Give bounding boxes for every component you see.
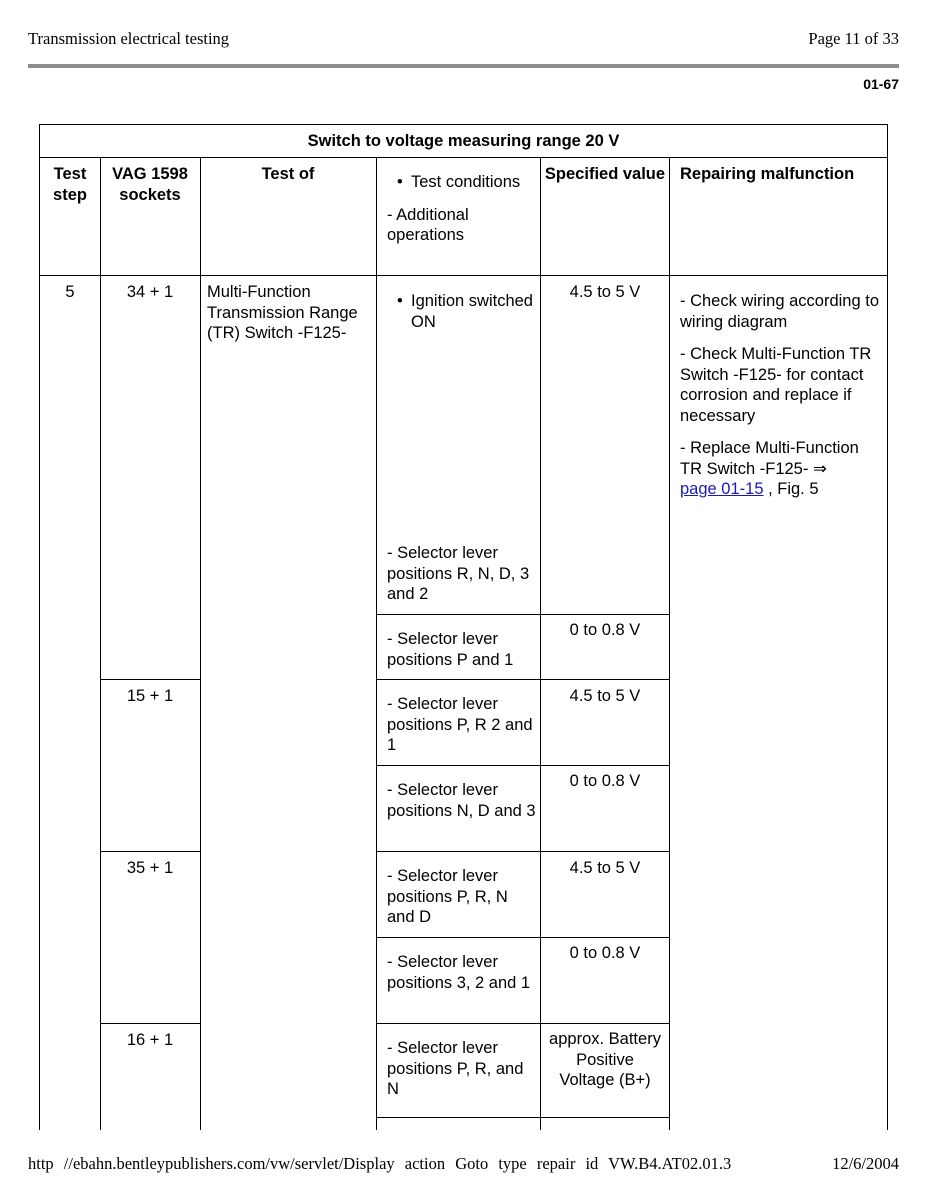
page-link[interactable]: page 01-15 — [680, 480, 764, 498]
test-condition: - Selector lever positions R, N, D, 3 and 2 — [387, 544, 530, 603]
table-line — [377, 765, 670, 766]
specified-value: 4.5 to 5 V — [569, 687, 641, 705]
table-line — [101, 851, 200, 852]
header-sockets: VAG 1598 sockets — [112, 165, 188, 204]
socket-pair: 35 + 1 — [126, 859, 174, 877]
test-condition: - Selector lever positions N, D and 3 — [387, 781, 536, 820]
table-line — [200, 157, 201, 1130]
table-line — [39, 157, 888, 158]
test-condition: - Selector lever positions P, R 2 and 1 — [387, 695, 533, 754]
specified-value: 0 to 0.8 V — [569, 944, 641, 962]
source-url: http //ebahn.bentleypublishers.com/vw/servlet/Display action Goto type repair id VW.B4.AT02.01.3 — [28, 1154, 732, 1173]
table-line — [101, 1023, 200, 1024]
repair-step: - Check wiring according to wiring diagram — [680, 292, 879, 331]
table-line — [887, 124, 888, 1130]
specified-value: approx. Battery Positive Voltage (B+) — [549, 1030, 661, 1089]
section-code: 01-67 — [863, 76, 899, 92]
test-step-number: 5 — [65, 283, 75, 301]
header-conditions: • Test conditions - Additional operations — [387, 173, 521, 244]
test-condition: - Selector lever positions 3, 2 and 1 — [387, 953, 531, 992]
table-line — [377, 679, 670, 680]
specified-value: 0 to 0.8 V — [569, 621, 641, 639]
table-line — [100, 157, 101, 1130]
table-line — [101, 679, 200, 680]
page-number: Page 11 of 33 — [808, 29, 899, 48]
ignition-condition: • Ignition switched ON — [387, 291, 537, 332]
header-test-of: Test of — [261, 165, 315, 183]
table-line — [377, 851, 670, 852]
repair-step: - Replace Multi-Function TR Switch -F125- ⇒ page 01-15 , Fig. 5 — [680, 439, 859, 498]
repair-step: - Check Multi-Function TR Switch -F125- for contact corrosion and replace if necessary — [680, 345, 872, 425]
specified-value: 4.5 to 5 V — [569, 859, 641, 877]
socket-pair: 34 + 1 — [126, 283, 174, 301]
print-date: 12/6/2004 — [832, 1154, 899, 1173]
specified-value: 4.5 to 5 V — [569, 283, 641, 301]
range-banner: Switch to voltage measuring range 20 V — [307, 132, 620, 150]
document-title: Transmission electrical testing — [28, 29, 230, 48]
bullet-icon: • — [397, 292, 403, 310]
table-line — [376, 157, 377, 1130]
table-line — [39, 124, 888, 125]
test-condition: - Selector lever positions P and 1 — [387, 630, 514, 669]
table-line — [540, 157, 541, 1130]
table-line — [377, 937, 670, 938]
table-line — [39, 275, 888, 276]
table-line — [377, 1117, 670, 1118]
socket-pair: 16 + 1 — [126, 1031, 174, 1049]
test-condition: - Selector lever positions P, R, and N — [387, 1039, 524, 1098]
test-condition: - Selector lever positions P, R, N and D — [387, 867, 508, 926]
header-specified-value: Specified value — [544, 165, 666, 183]
table-line — [377, 614, 670, 615]
repair-instructions — [680, 291, 882, 512]
table-line — [669, 157, 670, 1130]
header-test-step: Test step — [53, 165, 87, 204]
test-of-component: Multi-Function Transmission Range (TR) Switch -F125- — [207, 283, 358, 342]
header-repair: Repairing malfunction — [680, 165, 855, 183]
bullet-icon: • — [397, 173, 403, 191]
socket-pair: 15 + 1 — [126, 687, 174, 705]
table-line — [377, 1023, 670, 1024]
table-line — [39, 124, 40, 1130]
specified-value: 0 to 0.8 V — [569, 772, 641, 790]
